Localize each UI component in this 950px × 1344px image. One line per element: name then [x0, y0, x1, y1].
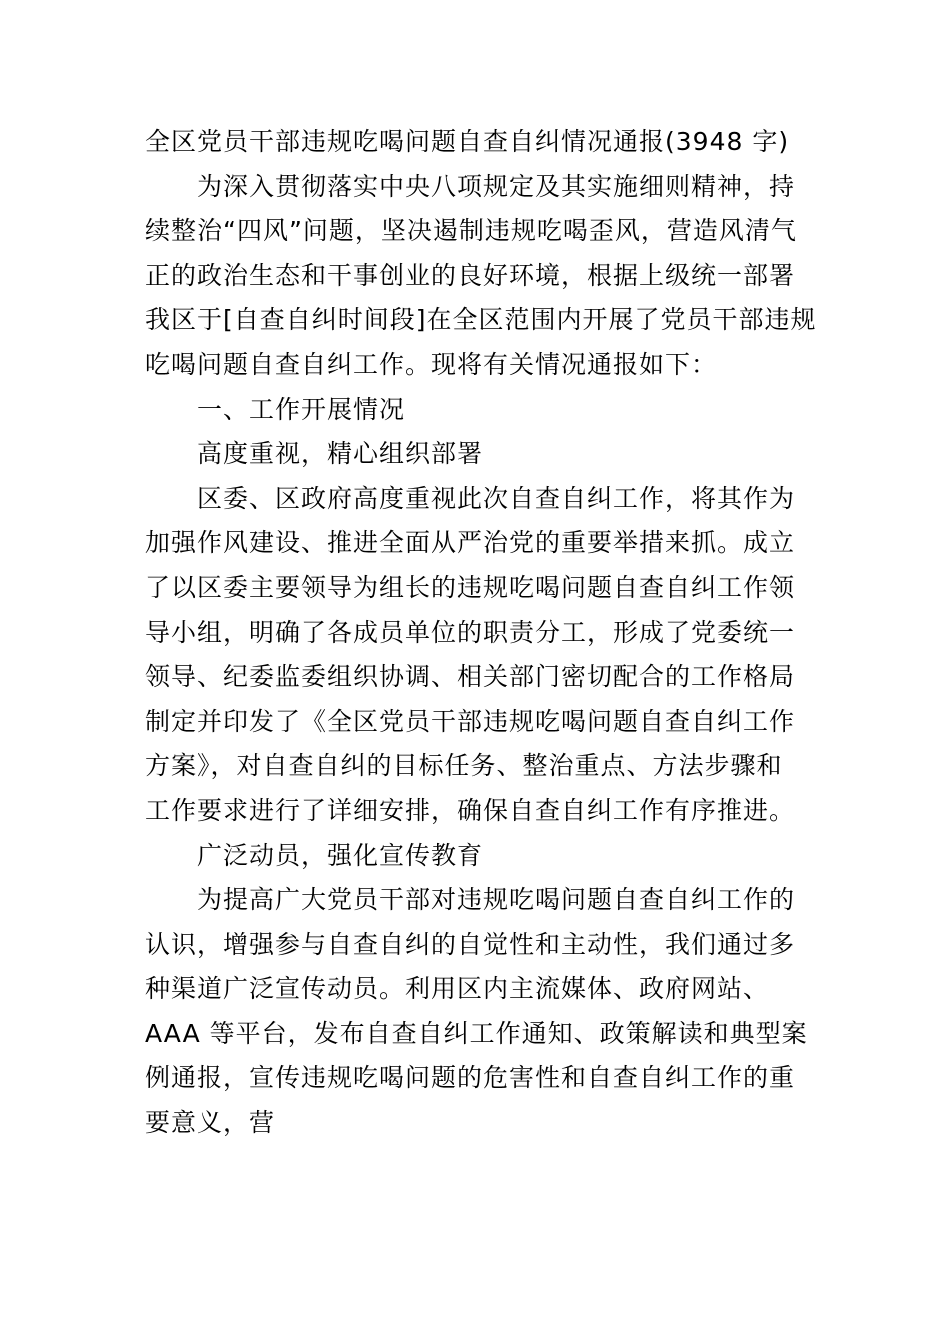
document-title: 全区党员干部违规吃喝问题自查自纠情况通报(3948 字): [145, 127, 790, 156]
paragraph-line: 工作要求进行了详细安排，确保自查自纠工作有序推进。: [145, 795, 796, 825]
paragraph-line: 种渠道广泛宣传动员。利用区内主流媒体、政府网站、: [145, 974, 770, 1004]
paragraph-line: 广泛动员，强化宣传教育: [197, 840, 484, 870]
paragraph-line: 了以区委主要领导为组长的违规吃喝问题自查自纠工作领: [145, 572, 796, 602]
paragraph-line: 要意义，营: [145, 1108, 276, 1138]
paragraph-line: 例通报，宣传违规吃喝问题的危害性和自查自纠工作的重: [145, 1063, 796, 1093]
paragraph-line: 为深入贯彻落实中央八项规定及其实施细则精神，持: [197, 171, 796, 201]
paragraph-line: AAA 等平台，发布自查自纠工作通知、政策解读和典型案: [145, 1018, 808, 1048]
paragraph-line: 制定并印发了《全区党员干部违规吃喝问题自查自纠工作: [145, 706, 796, 736]
document-page: [145, 120, 825, 1146]
paragraph-line: 我区于[自查自纠时间段]在全区范围内开展了党员干部违规: [145, 305, 817, 335]
paragraph-line: 导小组，明确了各成员单位的职责分工，形成了党委统一: [145, 617, 796, 647]
paragraph-line: 为提高广大党员干部对违规吃喝问题自查自纠工作的: [197, 885, 796, 915]
paragraph-line: 领导、纪委监委组织协调、相关部门密切配合的工作格局: [145, 662, 796, 692]
paragraph-line: 认识，增强参与自查自纠的自觉性和主动性，我们通过多: [145, 929, 796, 959]
paragraph-line: 加强作风建设、推进全面从严治党的重要举措来抓。成立: [145, 528, 796, 558]
document-body: [145, 165, 825, 1146]
paragraph-line: 一、工作开展情况: [197, 394, 406, 424]
paragraph-line: 正的政治生态和干事创业的良好环境，根据上级统一部署: [145, 260, 796, 290]
paragraph-line: 吃喝问题自查自纠工作。现将有关情况通报如下：: [145, 349, 718, 379]
paragraph-line: 高度重视，精心组织部署: [197, 439, 484, 469]
paragraph-line: 续整治“四风”问题，坚决遏制违规吃喝歪风，营造风清气: [145, 216, 797, 246]
paragraph-line: 区委、区政府高度重视此次自查自纠工作，将其作为: [197, 483, 796, 513]
paragraph-line: 方案》，对自查自纠的目标任务、整治重点、方法步骤和: [145, 751, 783, 781]
